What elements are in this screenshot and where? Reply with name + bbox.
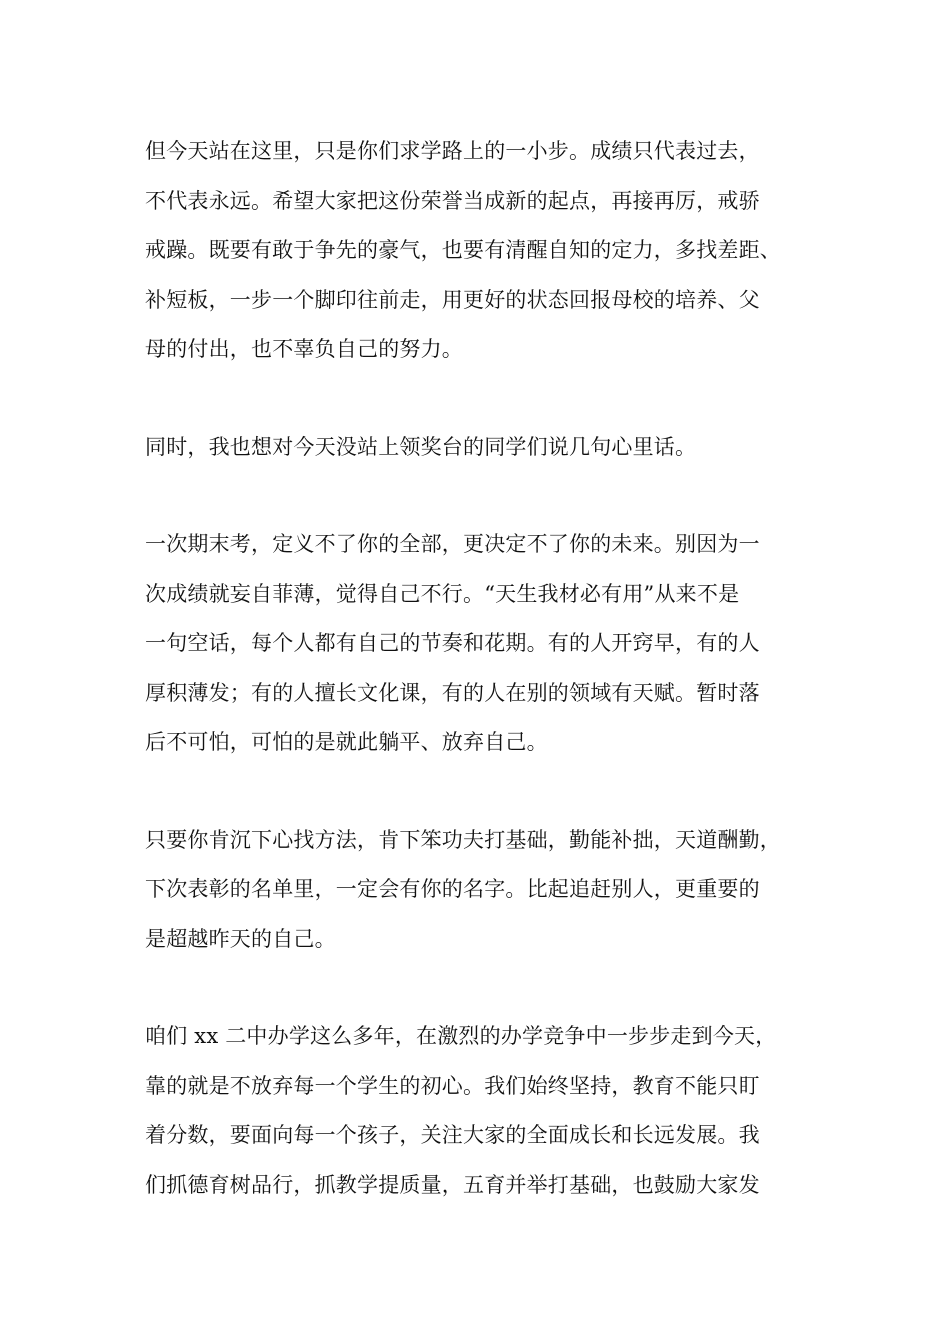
text-line: 们抓德育树品行，抓教学提质量，五育并举打基础，也鼓励大家发 [145,1172,760,1197]
text-line: 靠的就是不放弃每一个学生的初心。我们始终坚持，教育不能只盯 [145,1073,760,1098]
text-line: 咱们 xx 二中办学这么多年，在激烈的办学竞争中一步步走到今天， [145,1024,777,1048]
text-line: 同时，我也想对今天没站上领奖台的同学们说几句心里话。 [145,434,697,459]
document-body [145,127,835,1258]
text-line: 但今天站在这里，只是你们求学路上的一小步。成绩只代表过去， [145,139,760,163]
text-line: 后不可怕，可怕的是就此躺平、放弃自己。 [145,730,548,754]
paragraph-3 [145,520,835,768]
text-line: 不代表永远。希望大家把这份荣誉当成新的起点，再接再厉，戒骄 [145,188,760,213]
text-line: 着分数，要面向每一个孩子，关注大家的全面成长和长远发展。我 [145,1123,760,1147]
text-line: 厚积薄发；有的人擅长文化课，有的人在别的领域有天赋。暂时落 [145,680,760,705]
paragraph-5 [145,1012,835,1210]
paragraph-1 [145,127,835,375]
text-line: 次成绩就妄自菲薄，觉得自己不行。“天生我材必有用”从来不是 [145,581,740,606]
text-line: 下次表彰的名单里，一定会有你的名字。比起追赶别人，更重要的 [145,877,760,901]
text-line: 一句空话，每个人都有自己的节奏和花期。有的人开窍早，有的人 [145,631,760,655]
paragraph-2 [145,423,835,473]
text-line: 是超越昨天的自己。 [145,926,336,951]
text-line: 戒躁。既要有敢于争先的豪气，也要有清醒自知的定力，多找差距、 [145,238,781,262]
text-line: 只要你肯沉下心找方法，肯下笨功夫打基础，勤能补拙，天道酬勤， [145,827,781,852]
text-line: 补短板，一步一个脚印往前走，用更好的状态回报母校的培养、父 [145,287,760,312]
text-line: 一次期末考，定义不了你的全部，更决定不了你的未来。别因为一 [145,532,760,556]
paragraph-4 [145,816,835,965]
text-line: 母的付出，也不辜负自己的努力。 [145,337,463,361]
